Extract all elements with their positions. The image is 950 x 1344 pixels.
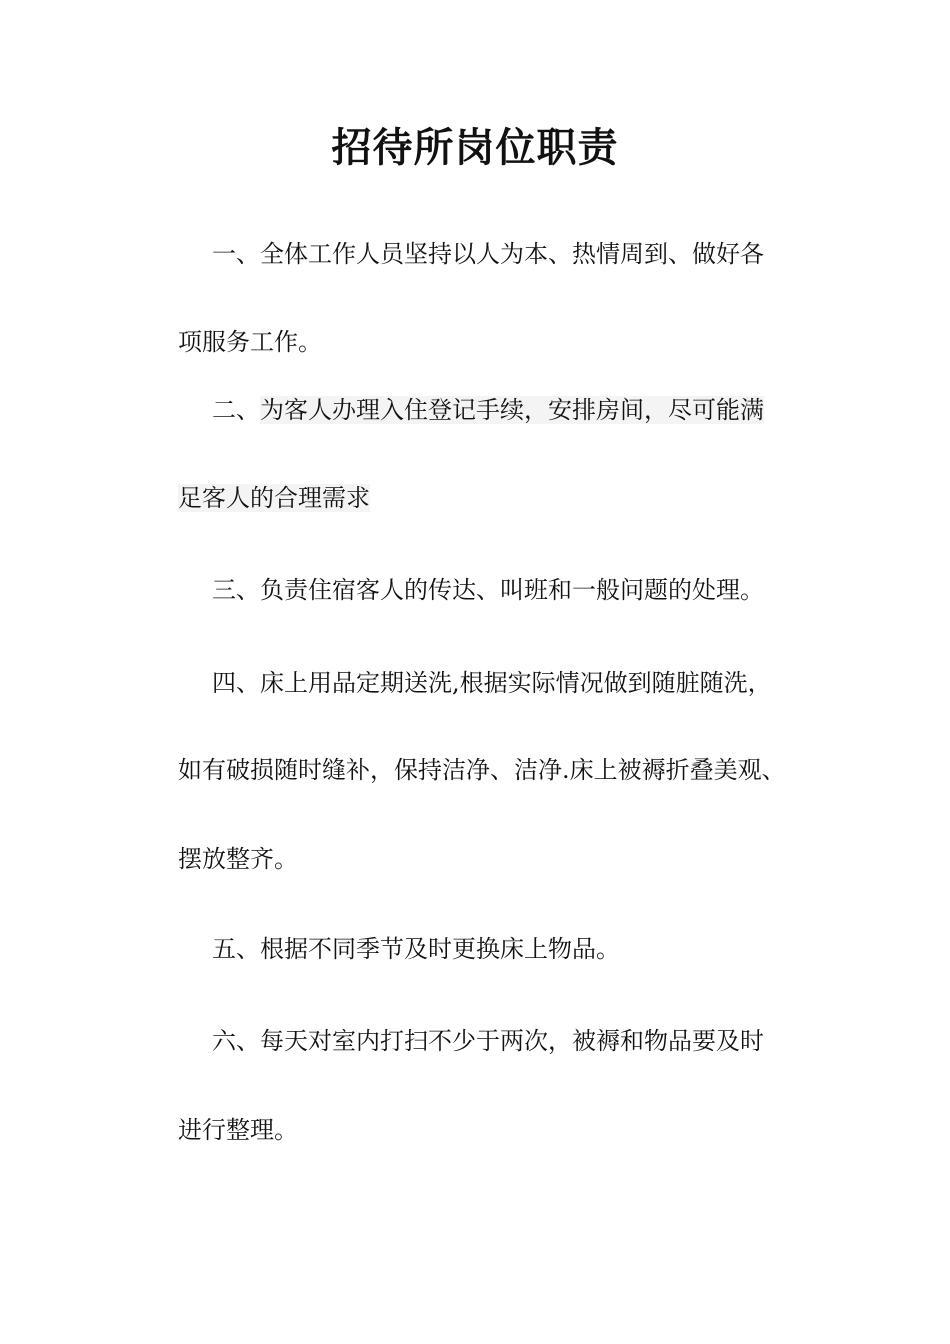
item-2-highlighted-text: 为客人办理入住登记手续，安排房间，尽可能满 (260, 396, 764, 424)
item-1-line-1: 一、全体工作人员坚持以人为本、热情周到、做好各 (212, 240, 764, 268)
item-6-line-1: 六、每天对室内打扫不少于两次，被褥和物品要及时 (212, 1027, 764, 1055)
item-2-highlighted-text-2: 足客人的合理需求 (178, 484, 370, 512)
item-2-line-1 (212, 394, 764, 426)
item-2-line-2 (178, 482, 370, 514)
item-4-line-1: 四、床上用品定期送洗,根据实际情况做到随脏随洗， (212, 669, 772, 697)
page-title: 招待所岗位职责 (331, 124, 619, 171)
item-1-line-2: 项服务工作。 (178, 328, 322, 356)
item-4-line-2: 如有破损随时缝补，保持洁净、洁净.床上被褥折叠美观、 (178, 756, 786, 784)
item-6-line-2: 进行整理。 (178, 1116, 298, 1144)
item-4-line-3: 摆放整齐。 (178, 845, 298, 873)
item-3-line-1: 三、负责住宿客人的传达、叫班和一般问题的处理。 (212, 576, 764, 604)
item-5-line-1: 五、根据不同季节及时更换床上物品。 (212, 935, 620, 963)
item-2-prefix: 二、 (212, 396, 260, 424)
